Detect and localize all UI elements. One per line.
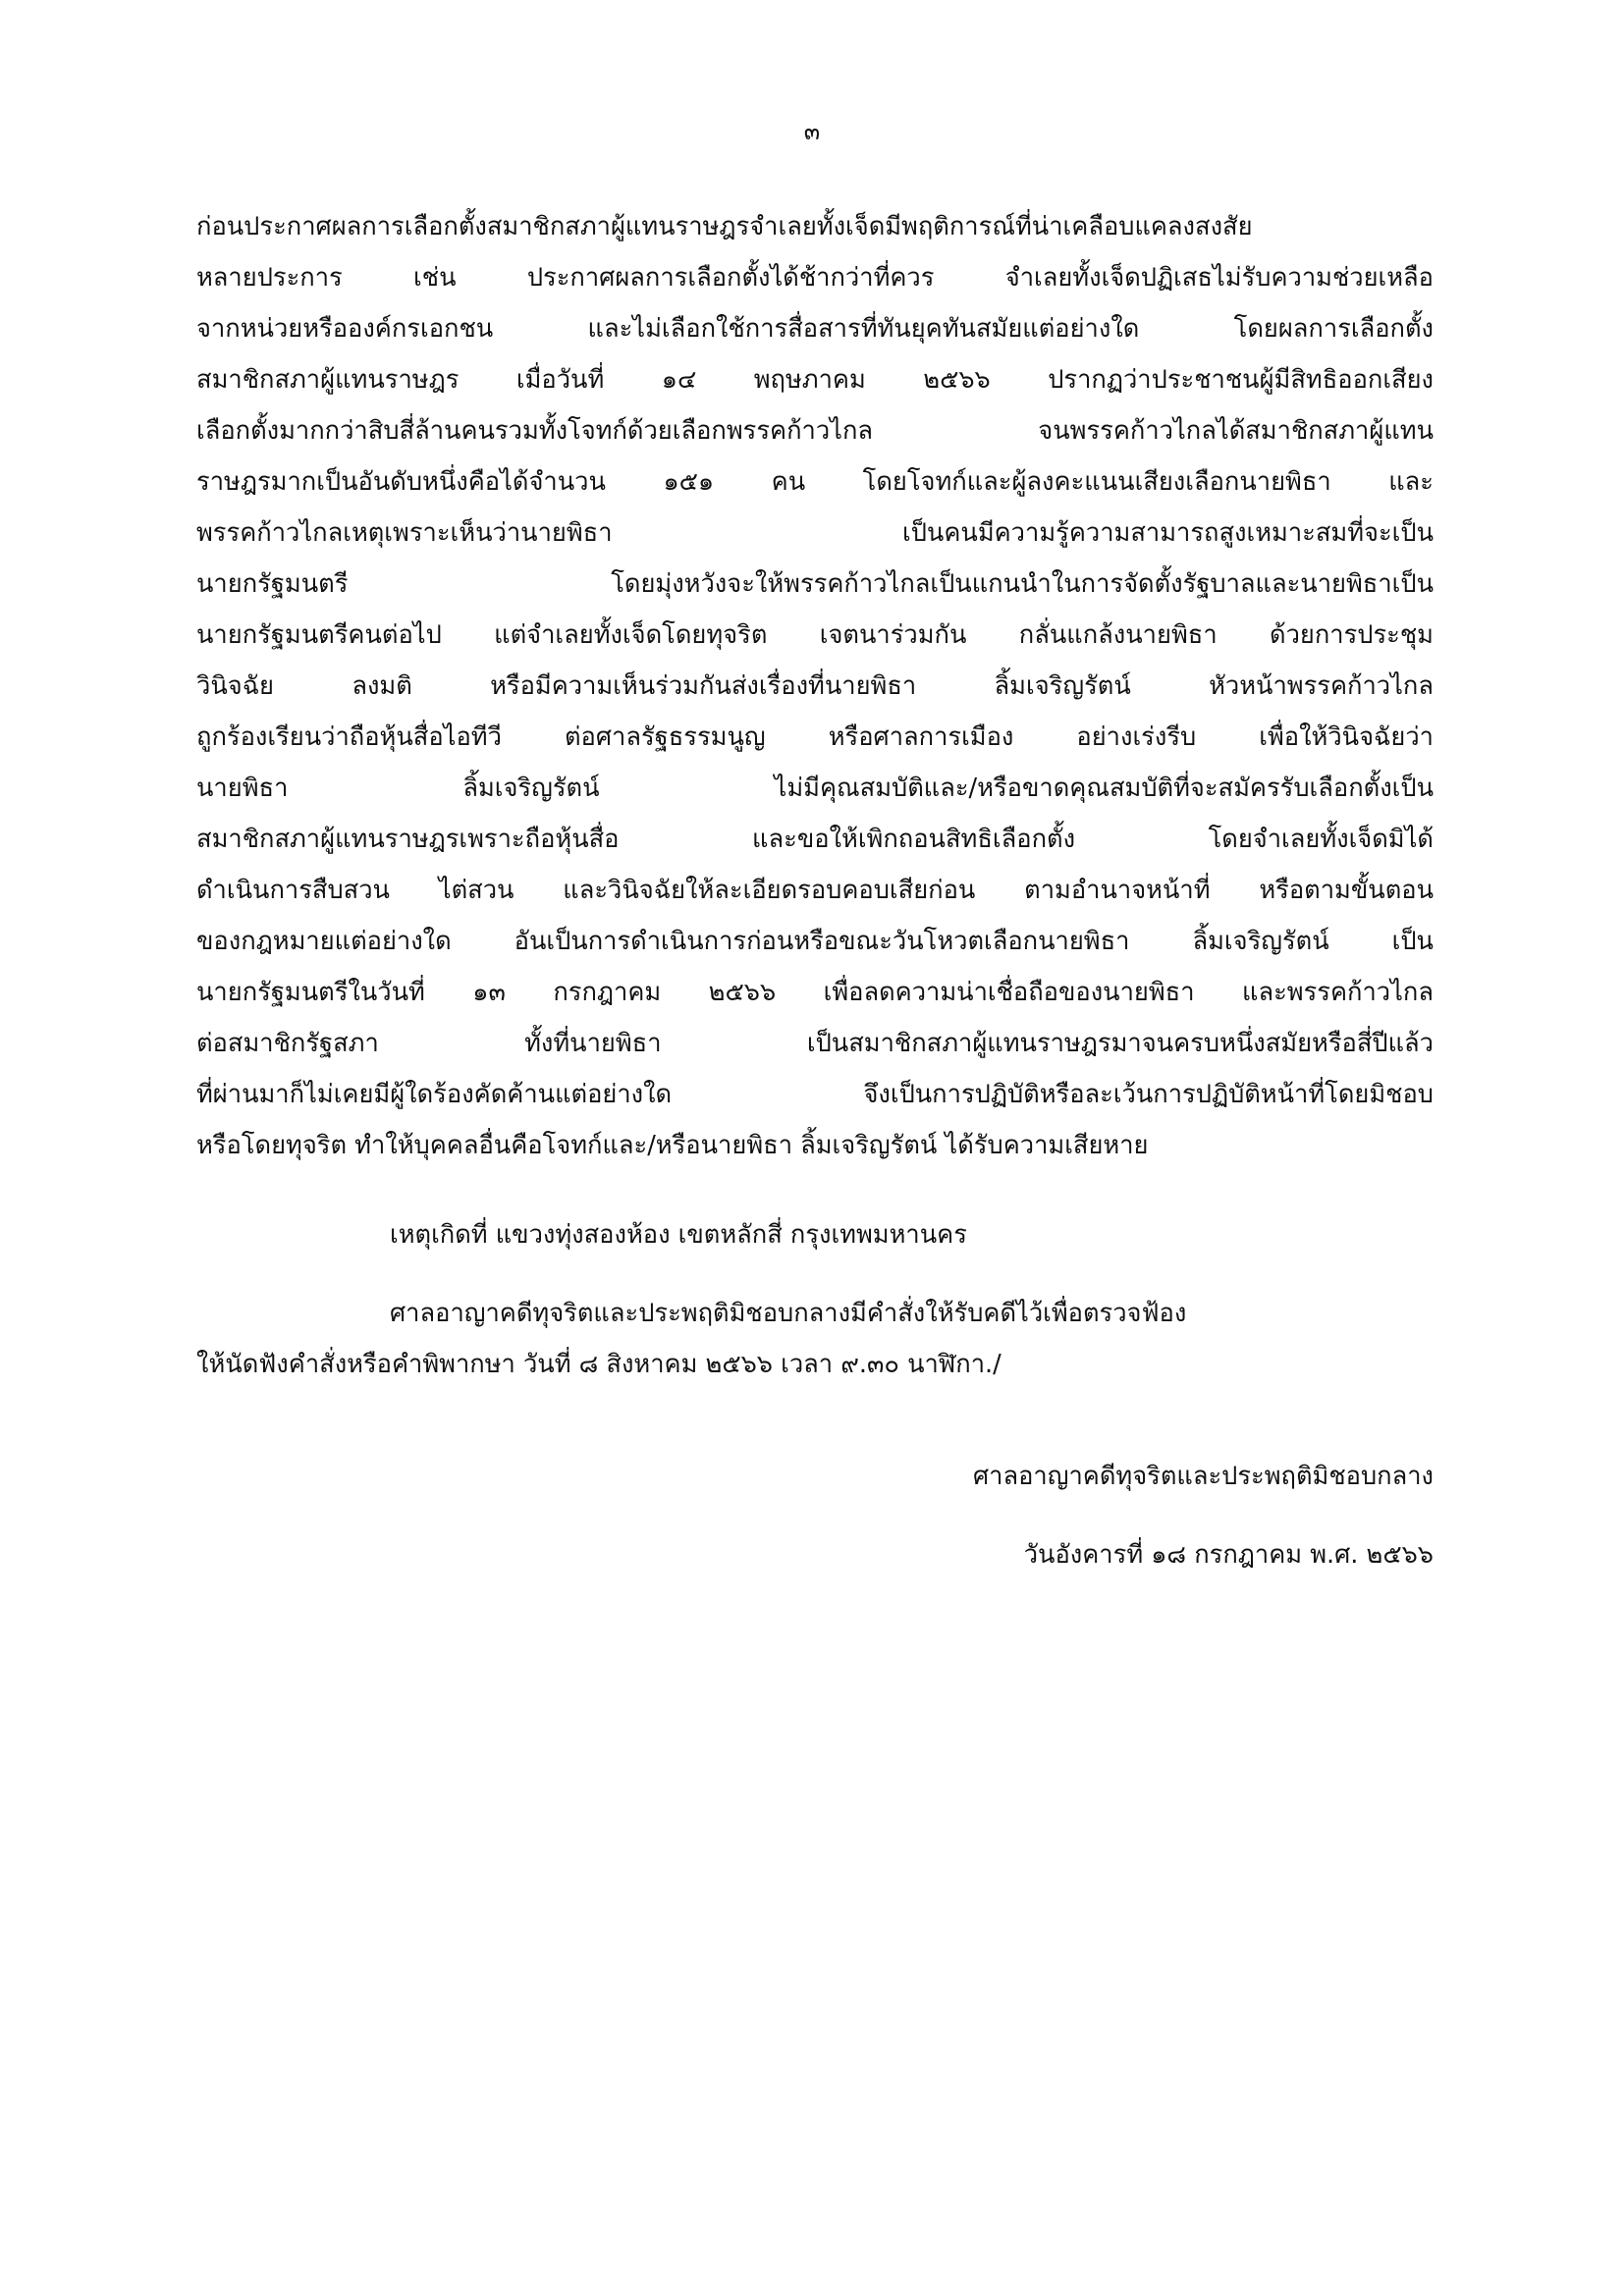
paragraph-line: ถูกร้องเรียนว่าถือหุ้นสื่อไอทีวี ต่อศาลรัฐธรรมนูญ หรือศาลการเมือง อย่างเร่งรีบ เพื่อให้วินิจฉัยว่า [196,722,1434,752]
paragraph-line: ของกฎหมายแต่อย่างใด อันเป็นการดำเนินการก่อนหรือขณะวันโหวตเลือกนายพิธา ลิ้มเจริญรัตน์ เป็น [196,927,1434,956]
paragraph-line: วินิจฉัย ลงมติ หรือมีความเห็นร่วมกันส่งเรื่องที่นายพิธา ลิ้มเจริญรัตน์ หัวหน้าพรรคก้าวไกล [196,671,1434,701]
order-line: ให้นัดฟังคำสั่งหรือคำพิพากษา วันที่ ๘ สิงหาคม ๒๕๖๖ เวลา ๙.๓๐ นาฬิกา./ [196,1350,1001,1379]
paragraph-line: หรือโดยทุจริต ทำให้บุคคลอื่นคือโจทก์และ/หรือนายพิธา ลิ้มเจริญรัตน์ ได้รับความเสียหาย [196,1131,1149,1160]
paragraph-line: ที่ผ่านมาก็ไม่เคยมีผู้ใดร้องคัดค้านแต่อย่างใด จึงเป็นการปฏิบัติหรือละเว้นการปฏิบัติหน้าที่โดยมิชอบ [196,1080,1434,1109]
paragraph-line: จากหน่วยหรือองค์กรเอกชน และไม่เลือกใช้การสื่อสารที่ทันยุคทันสมัยแต่อย่างใด โดยผลการเลือกตั้ง [196,314,1434,344]
paragraph-line: นายกรัฐมนตรี โดยมุ่งหวังจะให้พรรคก้าวไกลเป็นแกนนำในการจัดตั้งรัฐบาลและนายพิธาเป็น [196,569,1434,599]
paragraph-line: นายพิธา ลิ้มเจริญรัตน์ ไม่มีคุณสมบัติและ/หรือขาดคุณสมบัติที่จะสมัครรับเลือกตั้งเป็น [196,774,1434,803]
paragraph-line: เลือกตั้งมากกว่าสิบสี่ล้านคนรวมทั้งโจทก์ด้วยเลือกพรรคก้าวไกล จนพรรคก้าวไกลได้สมาชิกสภาผู้แทน [196,416,1434,446]
paragraph-line: นายกรัฐมนตรีคนต่อไป แต่จำเลยทั้งเจ็ดโดยทุจริต เจตนาร่วมกัน กลั่นแกล้งนายพิธา ด้วยการประชุม [196,620,1434,650]
paragraph-line: พรรคก้าวไกลเหตุเพราะเห็นว่านายพิธา เป็นคนมีความรู้ความสามารถสูงเหมาะสมที่จะเป็น [196,518,1434,548]
page-number: ๓ [803,118,821,145]
paragraph-line: ราษฎรมากเป็นอันดับหนึ่งคือได้จำนวน ๑๕๑ คน โดยโจทก์และผู้ลงคะแนนเสียงเลือกนายพิธา และ [196,467,1434,497]
paragraph-line: ก่อนประกาศผลการเลือกตั้งสมาชิกสภาผู้แทนราษฎรจำเลยทั้งเจ็ดมีพฤติการณ์ที่น่าเคลือบแคลงสงสัย [196,212,1253,241]
paragraph-line: หลายประการ เช่น ประกาศผลการเลือกตั้งได้ช้ากว่าที่ควร จำเลยทั้งเจ็ดปฏิเสธไม่รับความช่วยเหลือ [196,263,1434,293]
signature-date: วันอังคารที่ ๑๘ กรกฎาคม พ.ศ. ๒๕๖๖ [1023,1540,1434,1570]
paragraph-line: สมาชิกสภาผู้แทนราษฎร เมื่อวันที่ ๑๔ พฤษภาคม ๒๕๖๖ ปรากฏว่าประชาชนผู้มีสิทธิออกเสียง [196,365,1434,395]
order-line: ศาลอาญาคดีทุจริตและประพฤติมิชอบกลางมีคำสั่งให้รับคดีไว้เพื่อตรวจฟ้อง [390,1299,1187,1328]
location-statement: เหตุเกิดที่ แขวงทุ่งสองห้อง เขตหลักสี่ กรุงเทพมหานคร [390,1220,967,1250]
court-order [196,1288,1434,1390]
main-paragraph [196,201,1434,1171]
paragraph-line: ดำเนินการสืบสวน ไต่สวน และวินิจฉัยให้ละเอียดรอบคอบเสียก่อน ตามอำนาจหน้าที่ หรือตามขั้นตอน [196,876,1434,905]
court-signature: ศาลอาญาคดีทุจริตและประพฤติมิชอบกลาง [972,1462,1434,1491]
paragraph-line: นายกรัฐมนตรีในวันที่ ๑๓ กรกฎาคม ๒๕๖๖ เพื่อลดความน่าเชื่อถือของนายพิธา และพรรคก้าวไกล [196,978,1434,1007]
paragraph-line: สมาชิกสภาผู้แทนราษฎรเพราะถือหุ้นสื่อ และขอให้เพิกถอนสิทธิเลือกตั้ง โดยจำเลยทั้งเจ็ดมิได้ [196,825,1434,854]
paragraph-line: ต่อสมาชิกรัฐสภา ทั้งที่นายพิธา เป็นสมาชิกสภาผู้แทนราษฎรมาจนครบหนึ่งสมัยหรือสี่ปีแล้ว [196,1029,1434,1058]
